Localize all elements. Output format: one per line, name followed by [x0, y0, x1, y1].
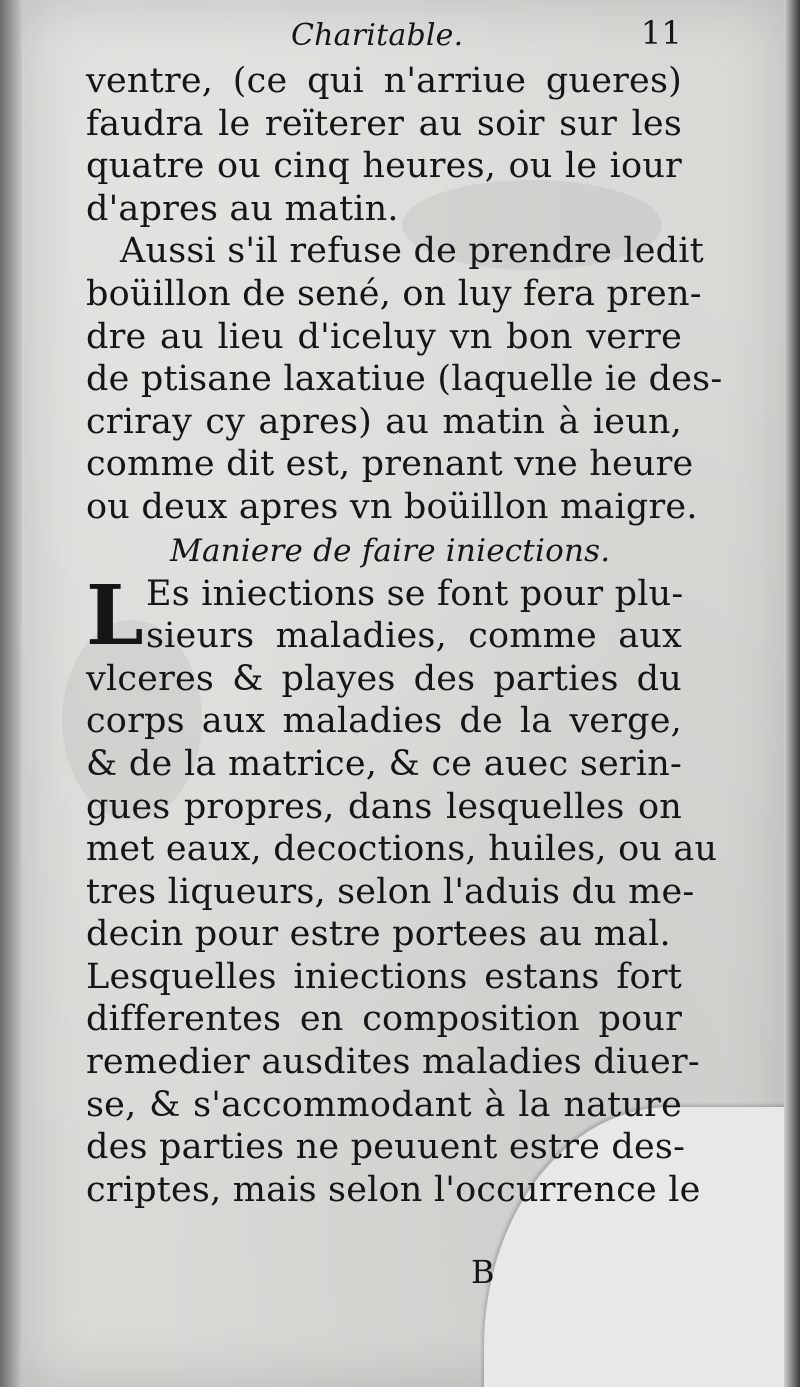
drop-cap: L: [86, 567, 144, 664]
page-text-block: [86, 0, 723, 1291]
section-heading: Maniere de faire iniections.: [170, 532, 611, 569]
running-head: Charitable.: [291, 18, 464, 53]
page-number: 11: [640, 14, 682, 52]
text-line-content: Es iniections se font pour plu-: [146, 573, 684, 614]
text-line: vlceres & playes des parties du: [86, 658, 682, 699]
text-line: comme dit est, prenant vne heure: [86, 444, 694, 485]
paragraph-1: [86, 60, 682, 230]
text-line: se, & s'accommodant à la nature: [86, 1084, 682, 1125]
paragraph-4: [86, 956, 701, 1212]
text-line: criray cy apres) au matin à ieun,: [86, 401, 682, 442]
signature-mark: B: [471, 1253, 495, 1291]
text-line: tres liqueurs, selon l'aduis du me-: [86, 871, 695, 912]
text-line: ou deux apres vn boüillon maigre.: [86, 486, 698, 527]
text-line: faudra le reïterer au soir sur les: [86, 103, 682, 144]
text-line: quatre ou cinq heures, ou le iour: [86, 146, 682, 187]
paragraph-2: [86, 230, 723, 528]
paragraph-3: [86, 567, 718, 956]
text-line: criptes, mais selon l'occurrence le: [86, 1169, 701, 1210]
book-page: [22, 0, 784, 1387]
text-line: boüillon de sené, on luy fera pren-: [86, 273, 702, 314]
text-line: gues propres, dans lesquelles on: [86, 786, 682, 827]
text-line: met eaux, decoctions, huiles, ou au: [86, 829, 718, 870]
text-line: d'apres au matin.: [86, 188, 399, 229]
page-header: [86, 0, 682, 60]
text-line: de ptisane laxatiue (laquelle ie des-: [86, 359, 723, 400]
text-line: ventre, (ce qui n'arriue gueres): [86, 61, 682, 101]
text-line: differentes en composition pour: [86, 999, 682, 1040]
text-line: Aussi s'il refuse de prendre ledit: [120, 231, 704, 272]
text-line: des parties ne peuuent estre des-: [86, 1127, 686, 1168]
page-gutter-shadow: [0, 0, 22, 1387]
text-line: & de la matrice, & ce auec serin-: [86, 743, 682, 784]
text-line: decin pour estre portees au mal.: [86, 914, 671, 955]
text-line: dre au lieu d'iceluy vn bon verre: [86, 316, 682, 357]
text-line: sieurs maladies, comme aux: [146, 616, 682, 657]
text-line: remedier ausdites maladies diuer-: [86, 1042, 700, 1083]
page-edge-shadow: [784, 0, 800, 1387]
text-line: Lesquelles iniections estans fort: [86, 956, 682, 997]
text-line: corps aux maladies de la verge,: [86, 701, 682, 742]
